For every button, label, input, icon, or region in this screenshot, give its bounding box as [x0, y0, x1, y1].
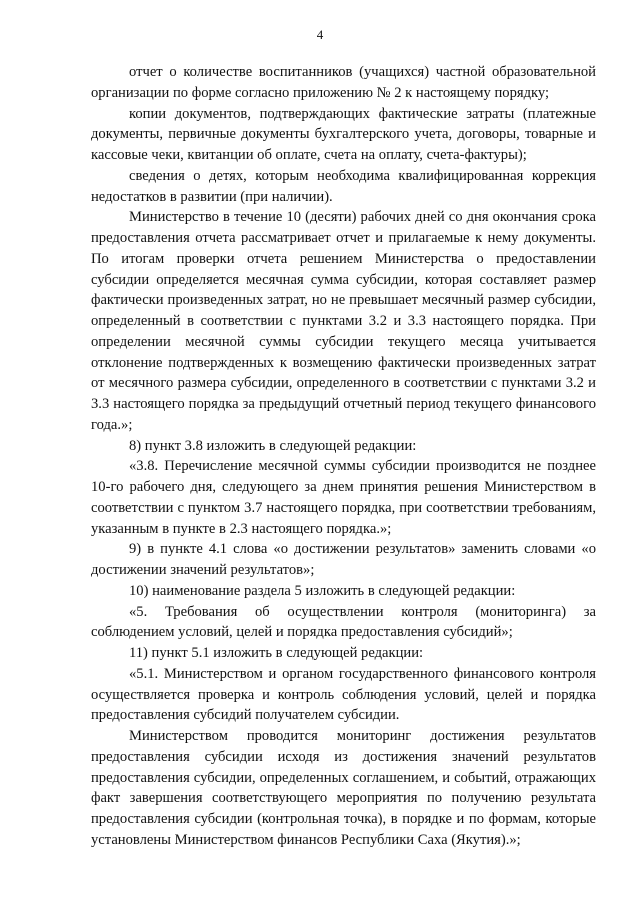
paragraph: «5.1. Министерством и органом государственного финансового контроля осуществляется проверка и контроль соблюдения условий, целей и порядка предоставления субсидий получателем субсидии. [91, 665, 596, 724]
paragraph: 10) наименование раздела 5 изложить в следующей редакции: [129, 582, 516, 599]
paragraph: Министерство в течение 10 (десяти) рабочих дней со дня окончания срока предоставления отчета рассматривает отчет и прилагаемые к нему документы. По итогам проверки отчета решением Министерства о предоставлении субсидии определяется месячная сумма субсидии, которая составляет размер фактически произведенных затрат, но не превышает месячный размер субсидии, определенный в соответствии с пунктами 3.2 и 3.3 настоящего порядка. При определении месячной суммы субсидии текущего месяца учитывается отклонение подтвержденных к возмещению фактически произведенных затрат от месячного размера субсидии, определенного в соответствии с пунктами 3.2 и 3.3 настоящего порядка за предыдущий отчетный период текущего финансового года.»; [91, 209, 596, 433]
page-number: 4 [316, 27, 324, 42]
paragraph: 11) пункт 5.1 изложить в следующей редакции: [129, 645, 424, 661]
paragraph: «5. Требования об осуществлении контроля (мониторинга) за соблюдением условий, целей и порядка предоставления субсидий»; [91, 603, 596, 641]
paragraph: 9) в пункте 4.1 слова «о достижении результатов» заменить словами «о достижении значений результатов»; [91, 541, 596, 578]
paragraph: «3.8. Перечисление месячной суммы субсидии производится не позднее 10-го рабочего дня, следующего за днем принятия решения Министерством в соответствии с пунктом 3.7 настоящего порядка, при соответствии требованиям, указанным в пункте в 2.3 настоящего порядка.»; [91, 458, 596, 537]
paragraph: сведения о детях, которым необходима квалифицированная коррекция недостатков в развитии (при наличии). [91, 167, 596, 205]
paragraph: 8) пункт 3.8 изложить в следующей редакции: [129, 437, 417, 454]
paragraph: отчет о количестве воспитанников (учащихся) частной образовательной организации по форме согласно приложению № 2 к настоящему порядку; [91, 64, 596, 101]
document-body [91, 62, 596, 851]
paragraph: Министерством проводится мониторинг достижения результатов предоставления субсидии исходя из достижения значений результатов предоставления субсидии, определенных соглашением, и событий, отражающих факт завершения соответствующего мероприятия по получению результата предоставления субсидии (контрольная точка), в порядке и по формам, которые установлены Министерством финансов Республики Саха (Якутия).»; [91, 728, 596, 848]
paragraph: копии документов, подтверждающих фактические затраты (платежные документы, первичные документы бухгалтерского учета, договоры, товарные и кассовые чеки, квитанции об оплате, счета на оплату, счета-фактуры); [91, 105, 596, 163]
